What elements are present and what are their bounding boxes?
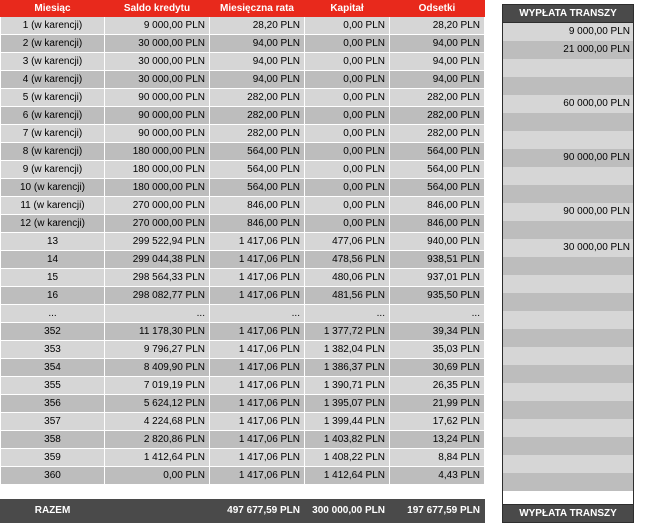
tranche-amount <box>503 185 634 203</box>
interest-cell: 39,34 PLN <box>390 323 485 341</box>
balance-cell: 1 412,64 PLN <box>105 449 210 467</box>
interest-cell: 282,00 PLN <box>390 125 485 143</box>
month-cell: 7 (w karencji) <box>1 125 105 143</box>
principal-cell: 0,00 PLN <box>305 125 390 143</box>
interest-cell: 564,00 PLN <box>390 161 485 179</box>
schedule-row <box>1 215 485 233</box>
principal-cell: 480,06 PLN <box>305 269 390 287</box>
tranche-amount <box>503 167 634 185</box>
installment-cell: 1 417,06 PLN <box>210 251 305 269</box>
schedule-body <box>1 17 485 485</box>
installment-cell: 564,00 PLN <box>210 161 305 179</box>
installment-cell: 1 417,06 PLN <box>210 467 305 485</box>
installment-cell: 846,00 PLN <box>210 215 305 233</box>
tranche-amount <box>503 77 634 95</box>
spacer-row <box>1 485 485 499</box>
schedule-row <box>1 53 485 71</box>
interest-cell: 846,00 PLN <box>390 215 485 233</box>
tranche-amount: 9 000,00 PLN <box>503 23 634 41</box>
tranche-row <box>503 365 634 383</box>
installment-cell: 1 417,06 PLN <box>210 359 305 377</box>
tranche-amount <box>503 455 634 473</box>
tranche-amount: 30 000,00 PLN <box>503 239 634 257</box>
interest-cell: 28,20 PLN <box>390 17 485 35</box>
tranche-amount <box>503 473 634 491</box>
principal-cell: 1 403,82 PLN <box>305 431 390 449</box>
month-cell: 358 <box>1 431 105 449</box>
balance-cell: 270 000,00 PLN <box>105 215 210 233</box>
schedule-row <box>1 179 485 197</box>
schedule-row <box>1 71 485 89</box>
interest-cell: 94,00 PLN <box>390 35 485 53</box>
month-cell: 14 <box>1 251 105 269</box>
interest-cell: 564,00 PLN <box>390 179 485 197</box>
month-cell: 15 <box>1 269 105 287</box>
balance-cell: 0,00 PLN <box>105 467 210 485</box>
tranche-row <box>503 95 634 113</box>
principal-cell: 1 408,22 PLN <box>305 449 390 467</box>
tranche-row <box>503 383 634 401</box>
schedule-row <box>1 107 485 125</box>
installment-cell: 1 417,06 PLN <box>210 233 305 251</box>
installment-cell: 846,00 PLN <box>210 197 305 215</box>
tranche-amount <box>503 419 634 437</box>
tranche-row <box>503 203 634 221</box>
balance-cell: 270 000,00 PLN <box>105 197 210 215</box>
total-principal: 300 000,00 PLN <box>305 499 390 523</box>
tranche-row <box>503 473 634 491</box>
total-installment: 497 677,59 PLN <box>210 499 305 523</box>
tranche-body <box>503 23 634 491</box>
month-cell: 11 (w karencji) <box>1 197 105 215</box>
principal-cell: 1 386,37 PLN <box>305 359 390 377</box>
tranche-row <box>503 437 634 455</box>
total-row <box>1 499 485 523</box>
schedule-row <box>1 431 485 449</box>
tranche-amount <box>503 401 634 419</box>
interest-cell: 35,03 PLN <box>390 341 485 359</box>
installment-cell: ... <box>210 305 305 323</box>
tranche-amount <box>503 221 634 239</box>
schedule-row <box>1 323 485 341</box>
month-cell: 359 <box>1 449 105 467</box>
tranche-table <box>502 4 634 523</box>
installment-cell: 1 417,06 PLN <box>210 431 305 449</box>
month-cell: 9 (w karencji) <box>1 161 105 179</box>
schedule-row <box>1 89 485 107</box>
tranche-row <box>503 113 634 131</box>
interest-cell: 17,62 PLN <box>390 413 485 431</box>
balance-cell: 90 000,00 PLN <box>105 125 210 143</box>
principal-cell: 0,00 PLN <box>305 215 390 233</box>
interest-cell: 13,24 PLN <box>390 431 485 449</box>
interest-cell: 935,50 PLN <box>390 287 485 305</box>
installment-cell: 282,00 PLN <box>210 89 305 107</box>
tranche-row <box>503 455 634 473</box>
tranche-row <box>503 149 634 167</box>
balance-cell: 4 224,68 PLN <box>105 413 210 431</box>
tranche-row <box>503 131 634 149</box>
principal-cell: 0,00 PLN <box>305 35 390 53</box>
tranche-amount <box>503 257 634 275</box>
month-cell: 352 <box>1 323 105 341</box>
tranche-amount: 21 000,00 PLN <box>503 41 634 59</box>
schedule-row <box>1 413 485 431</box>
tranche-amount <box>503 311 634 329</box>
balance-cell: 30 000,00 PLN <box>105 71 210 89</box>
schedule-row <box>1 197 485 215</box>
interest-cell: 94,00 PLN <box>390 53 485 71</box>
principal-cell: 0,00 PLN <box>305 197 390 215</box>
tranche-row <box>503 185 634 203</box>
header-interest: Odsetki <box>390 1 485 17</box>
month-cell: 5 (w karencji) <box>1 89 105 107</box>
installment-cell: 1 417,06 PLN <box>210 413 305 431</box>
principal-cell: 1 395,07 PLN <box>305 395 390 413</box>
schedule-row <box>1 359 485 377</box>
tranche-amount <box>503 347 634 365</box>
interest-cell: 30,69 PLN <box>390 359 485 377</box>
month-cell: 356 <box>1 395 105 413</box>
installment-cell: 94,00 PLN <box>210 71 305 89</box>
principal-cell: 0,00 PLN <box>305 107 390 125</box>
interest-cell: 4,43 PLN <box>390 467 485 485</box>
month-cell: 4 (w karencji) <box>1 71 105 89</box>
balance-cell: 180 000,00 PLN <box>105 161 210 179</box>
interest-cell: 938,51 PLN <box>390 251 485 269</box>
tranche-row <box>503 23 634 41</box>
interest-cell: 564,00 PLN <box>390 143 485 161</box>
schedule-row <box>1 449 485 467</box>
principal-cell: ... <box>305 305 390 323</box>
installment-cell: 1 417,06 PLN <box>210 269 305 287</box>
balance-cell: 90 000,00 PLN <box>105 89 210 107</box>
month-cell: 3 (w karencji) <box>1 53 105 71</box>
tranche-amount <box>503 437 634 455</box>
schedule-row <box>1 467 485 485</box>
tranche-amount: 60 000,00 PLN <box>503 95 634 113</box>
tranche-row <box>503 293 634 311</box>
interest-cell: 937,01 PLN <box>390 269 485 287</box>
balance-cell: ... <box>105 305 210 323</box>
tranche-amount <box>503 275 634 293</box>
schedule-row <box>1 269 485 287</box>
header-balance: Saldo kredytu <box>105 1 210 17</box>
interest-cell: 21,99 PLN <box>390 395 485 413</box>
balance-cell: 180 000,00 PLN <box>105 179 210 197</box>
tranche-row <box>503 275 634 293</box>
interest-cell: 282,00 PLN <box>390 107 485 125</box>
month-cell: 355 <box>1 377 105 395</box>
header-principal: Kapitał <box>305 1 390 17</box>
tranche-amount <box>503 113 634 131</box>
month-cell: 354 <box>1 359 105 377</box>
balance-cell: 298 564,33 PLN <box>105 269 210 287</box>
schedule-header-row <box>1 1 485 17</box>
balance-cell: 298 082,77 PLN <box>105 287 210 305</box>
tranche-amount <box>503 131 634 149</box>
installment-cell: 28,20 PLN <box>210 17 305 35</box>
month-cell: 10 (w karencji) <box>1 179 105 197</box>
tranche-row <box>503 77 634 95</box>
schedule-row <box>1 161 485 179</box>
interest-cell: 26,35 PLN <box>390 377 485 395</box>
schedule-row <box>1 305 485 323</box>
month-cell: 360 <box>1 467 105 485</box>
installment-cell: 564,00 PLN <box>210 179 305 197</box>
tranche-amount <box>503 383 634 401</box>
month-cell: 8 (w karencji) <box>1 143 105 161</box>
tranche-row <box>503 329 634 347</box>
total-label: RAZEM <box>1 499 105 523</box>
tranche-header: WYPŁATA TRANSZY <box>503 5 634 23</box>
installment-cell: 1 417,06 PLN <box>210 323 305 341</box>
principal-cell: 0,00 PLN <box>305 71 390 89</box>
principal-cell: 0,00 PLN <box>305 17 390 35</box>
principal-cell: 0,00 PLN <box>305 179 390 197</box>
principal-cell: 1 399,44 PLN <box>305 413 390 431</box>
balance-cell: 9 796,27 PLN <box>105 341 210 359</box>
balance-cell: 7 019,19 PLN <box>105 377 210 395</box>
tranche-amount <box>503 59 634 77</box>
balance-cell: 180 000,00 PLN <box>105 143 210 161</box>
tranche-row <box>503 311 634 329</box>
installment-cell: 1 417,06 PLN <box>210 377 305 395</box>
schedule-row <box>1 287 485 305</box>
principal-cell: 0,00 PLN <box>305 53 390 71</box>
tranche-amount <box>503 365 634 383</box>
interest-cell: ... <box>390 305 485 323</box>
tranche-row <box>503 167 634 185</box>
principal-cell: 478,56 PLN <box>305 251 390 269</box>
interest-cell: 94,00 PLN <box>390 71 485 89</box>
tranche-row <box>503 221 634 239</box>
principal-cell: 1 390,71 PLN <box>305 377 390 395</box>
interest-cell: 282,00 PLN <box>390 89 485 107</box>
schedule-row <box>1 251 485 269</box>
installment-cell: 564,00 PLN <box>210 143 305 161</box>
interest-cell: 8,84 PLN <box>390 449 485 467</box>
installment-cell: 282,00 PLN <box>210 125 305 143</box>
tranche-amount <box>503 329 634 347</box>
interest-cell: 940,00 PLN <box>390 233 485 251</box>
balance-cell: 8 409,90 PLN <box>105 359 210 377</box>
header-month: Miesiąc <box>1 1 105 17</box>
header-installment: Miesięczna rata <box>210 1 305 17</box>
installment-cell: 1 417,06 PLN <box>210 395 305 413</box>
schedule-row <box>1 125 485 143</box>
month-cell: 353 <box>1 341 105 359</box>
principal-cell: 0,00 PLN <box>305 161 390 179</box>
month-cell: 6 (w karencji) <box>1 107 105 125</box>
balance-cell: 2 820,86 PLN <box>105 431 210 449</box>
balance-cell: 5 624,12 PLN <box>105 395 210 413</box>
tranche-row <box>503 41 634 59</box>
schedule-row <box>1 233 485 251</box>
schedule-row <box>1 143 485 161</box>
balance-cell: 30 000,00 PLN <box>105 53 210 71</box>
balance-cell: 299 044,38 PLN <box>105 251 210 269</box>
tranche-amount <box>503 293 634 311</box>
tranche-row <box>503 257 634 275</box>
principal-cell: 0,00 PLN <box>305 89 390 107</box>
month-cell: 2 (w karencji) <box>1 35 105 53</box>
installment-cell: 1 417,06 PLN <box>210 341 305 359</box>
balance-cell: 11 178,30 PLN <box>105 323 210 341</box>
schedule-row <box>1 395 485 413</box>
schedule-row <box>1 341 485 359</box>
balance-cell: 30 000,00 PLN <box>105 35 210 53</box>
principal-cell: 1 412,64 PLN <box>305 467 390 485</box>
schedule-row <box>1 35 485 53</box>
balance-cell: 299 522,94 PLN <box>105 233 210 251</box>
month-cell: 1 (w karencji) <box>1 17 105 35</box>
principal-cell: 477,06 PLN <box>305 233 390 251</box>
month-cell: 12 (w karencji) <box>1 215 105 233</box>
balance-cell: 90 000,00 PLN <box>105 107 210 125</box>
tranche-row <box>503 401 634 419</box>
month-cell: 16 <box>1 287 105 305</box>
month-cell: 357 <box>1 413 105 431</box>
tranche-row <box>503 239 634 257</box>
interest-cell: 846,00 PLN <box>390 197 485 215</box>
tranche-row <box>503 59 634 77</box>
installment-cell: 1 417,06 PLN <box>210 287 305 305</box>
installment-cell: 94,00 PLN <box>210 35 305 53</box>
schedule-row <box>1 377 485 395</box>
month-cell: 13 <box>1 233 105 251</box>
installment-cell: 94,00 PLN <box>210 53 305 71</box>
principal-cell: 481,56 PLN <box>305 287 390 305</box>
month-cell: ... <box>1 305 105 323</box>
schedule-row <box>1 17 485 35</box>
total-interest: 197 677,59 PLN <box>390 499 485 523</box>
tranche-row <box>503 419 634 437</box>
tranche-footer: WYPŁATA TRANSZY <box>503 505 634 523</box>
installment-cell: 1 417,06 PLN <box>210 449 305 467</box>
principal-cell: 1 382,04 PLN <box>305 341 390 359</box>
total-balance <box>105 499 210 523</box>
spacer-row <box>503 491 634 505</box>
balance-cell: 9 000,00 PLN <box>105 17 210 35</box>
tranche-amount: 90 000,00 PLN <box>503 149 634 167</box>
tranche-row <box>503 347 634 365</box>
principal-cell: 1 377,72 PLN <box>305 323 390 341</box>
tranche-amount: 90 000,00 PLN <box>503 203 634 221</box>
installment-cell: 282,00 PLN <box>210 107 305 125</box>
principal-cell: 0,00 PLN <box>305 143 390 161</box>
